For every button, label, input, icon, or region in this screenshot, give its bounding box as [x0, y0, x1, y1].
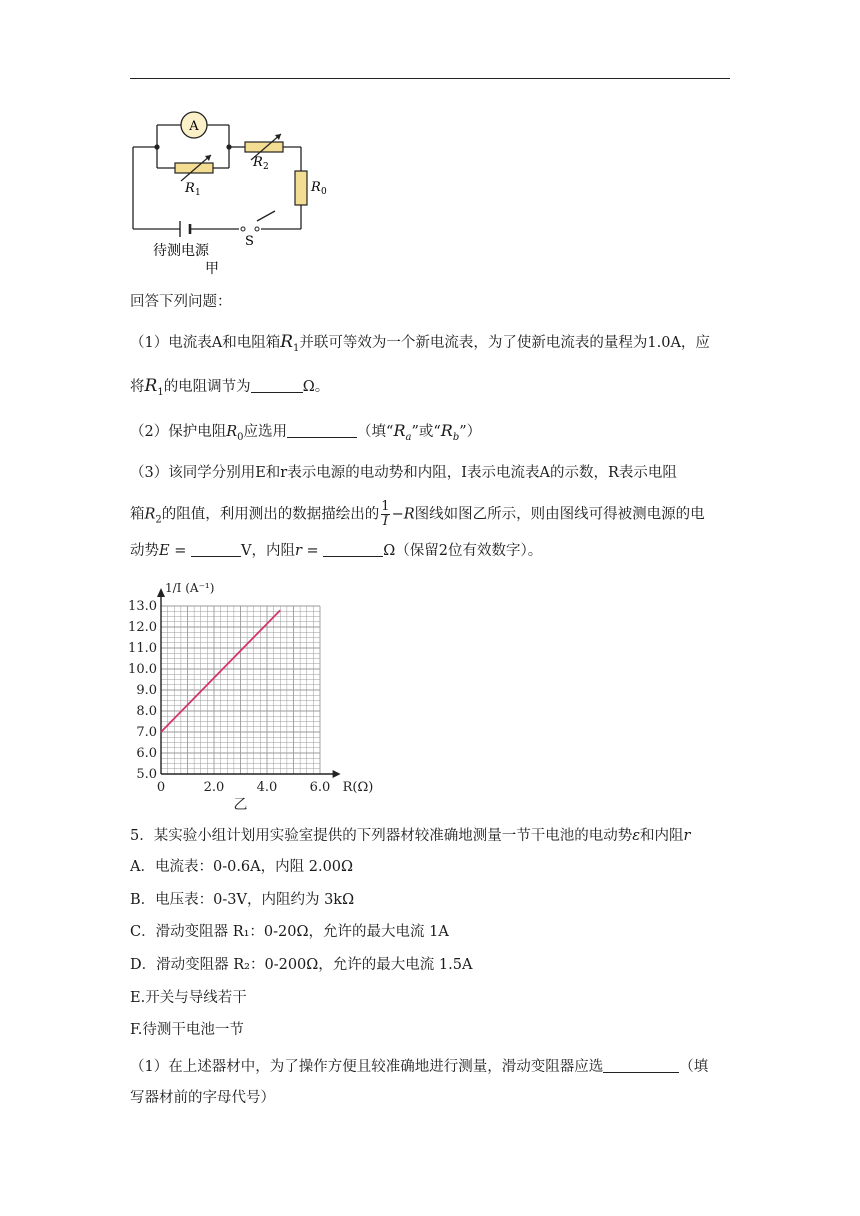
q1-line1: （1）电流表A和电阻箱$R_1$并联可等效为一个新电流表，为了使新电流表的量程为1.0A，应 — [130, 332, 710, 354]
x-tick-label: 6.0 — [309, 780, 331, 795]
y-tick-label: 7.0 — [136, 725, 157, 740]
top-rule — [130, 78, 730, 79]
q3-line3: 动势E = V，内阻r = Ω（保留2位有效数字）。 — [130, 543, 543, 559]
switch-label: S — [245, 234, 254, 249]
option-f: F.待测干电池一节 — [130, 1022, 244, 1038]
figure-caption-yi: 乙 — [233, 797, 248, 812]
resistance-answer-blank[interactable] — [323, 542, 383, 557]
y-tick-label: 5.0 — [136, 767, 157, 782]
x-tick-label: 2.0 — [203, 780, 225, 795]
y-tick-label: 12.0 — [128, 620, 157, 635]
r0-resistor — [295, 171, 307, 205]
fraction-1-over-I: $\frac{1}{I}$ — [381, 499, 390, 529]
x-axis-label: R(Ω) — [342, 780, 374, 795]
option-b: B．电压表：0-3V，内阻约为 3kΩ — [130, 892, 355, 908]
r2-sub: 2 — [263, 162, 269, 172]
y-tick-label: 6.0 — [136, 746, 157, 761]
q2-line: （2）保护电阻$R_0$应选用 （填“$R_a$”或“$R_b$”） — [130, 421, 482, 443]
y-axis-label: 1/I (A⁻¹) — [165, 581, 215, 595]
q5-sub1-line2: 写器材前的字母代号） — [130, 1090, 275, 1106]
r2-resistor — [245, 142, 283, 152]
intro-text: 回答下列问题： — [130, 294, 232, 310]
q3-line1: （3）该同学分别用E和r表示电源的电动势和内阻，I表示电流表A的示数，R表示电阻 — [130, 465, 677, 481]
q3-line2: 箱$R_2$的阻值，利用测出的数据描绘出的 $\frac{1}{I}$ −R图线如图乙所示，则由图线可得被测电源的电 — [130, 499, 705, 529]
q5-title: 5．某实验小组计划用实验室提供的下列器材较准确地测量一节干电池的电动势ε和内阻r — [130, 828, 691, 844]
q5-sub1-line1: （1）在上述器材中，为了操作方便且较准确地进行测量，滑动变阻器应选 （填 — [130, 1059, 709, 1075]
x-axis-arrow — [333, 770, 341, 778]
option-e: E.开关与导线若干 — [130, 990, 247, 1006]
x-tick-label: 0 — [156, 780, 166, 795]
r1-sub: 1 — [195, 188, 201, 198]
option-a: A．电流表：0-0.6A，内阻 2.00Ω — [130, 859, 354, 875]
y-tick-label: 9.0 — [136, 683, 157, 698]
y-tick-label: 10.0 — [128, 662, 157, 677]
option-c: C．滑动变阻器 R₁：0-20Ω，允许的最大电流 1A — [130, 924, 449, 940]
x-tick-label: 4.0 — [256, 780, 278, 795]
y-tick-label: 8.0 — [136, 704, 157, 719]
circuit-diagram — [125, 105, 345, 280]
r0-sub: 0 — [321, 187, 327, 197]
y-tick-label: 13.0 — [128, 599, 157, 614]
r1-resistor — [175, 163, 213, 173]
q5-answer-blank[interactable] — [603, 1058, 679, 1073]
q1-answer-blank[interactable] — [251, 378, 303, 393]
q1-line2: 将$R_1$的电阻调节为 Ω。 — [130, 376, 330, 398]
source-label: 待测电源 — [153, 243, 209, 259]
r2-label: R — [253, 155, 263, 170]
emf-answer-blank[interactable] — [191, 542, 241, 557]
q2-answer-blank[interactable] — [287, 423, 357, 438]
y-axis-arrow — [157, 588, 165, 597]
y-tick-label: 11.0 — [128, 641, 157, 656]
option-d: D．滑动变阻器 R₂：0-200Ω，允许的最大电流 1.5A — [130, 957, 473, 973]
ammeter-label: A — [189, 119, 199, 134]
r1-label: R — [185, 181, 195, 196]
figure-label-jia: 甲 — [205, 261, 219, 277]
epsilon-symbol: ε — [632, 828, 641, 844]
graph-yi — [118, 572, 388, 812]
r0-label: R — [311, 180, 321, 195]
